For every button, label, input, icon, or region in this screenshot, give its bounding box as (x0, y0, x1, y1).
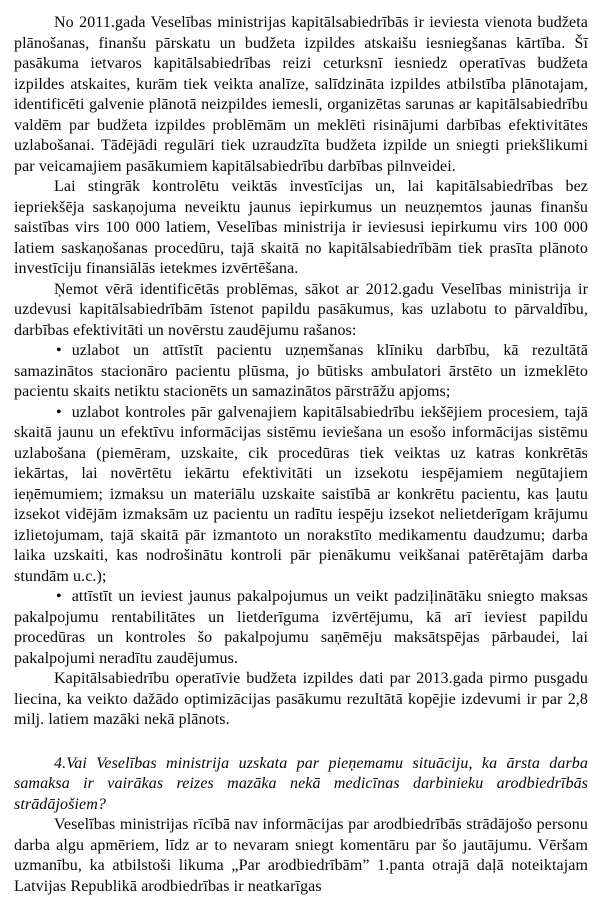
paragraph-text: Ņemot vērā identificētās problēmas, sākot ar 2012.gadu Veselības ministrija ir uzdevusi kapitālsabiedrībām īstenot papildu pasākumus, kas uzlabotu to pārvaldību, darbības efektivitāti un novērstu zaudējumu rašanos: (14, 280, 588, 339)
bullet-marker: • (56, 588, 62, 605)
bullet-marker: • (56, 342, 62, 359)
bullet-item-internal-processes (14, 403, 588, 588)
bullet-text: uzlabot kontroles pār galvenajiem kapitālsabiedrību iekšējiem procesiem, tajā skaitā jaunu un efektīvu informācijas sistēmu ieviešana un esošo informācijas sistēmu uzlabošana (piemēram, uzskaite, cik procedūras tiek veiktas uz katras konkrētās iekārtas, lai novērtētu iekārtu efektivitāti un izsekotu iespējamiem negūtajiem ieņēmumiem; izmaksu un materiālu uzskaite saistībā ar konkrētu pacientu, kas ļautu izsekot vidējām izmaksām uz pacientu un radītu iespēju izsekot nelietderīgam krājumu izlietojumam, tajā skaitā pār izmantoto un norakstīto medikamentu daudzumu; darba laika uzskaiti, kas nodrošinātu kontroli pār pienākumu veikšanai patērētajām darba stundām u.c.); (14, 403, 588, 585)
bullet-item-new-services (14, 587, 588, 669)
bullet-item-patient-admission (14, 341, 588, 403)
paragraph-text: Veselības ministrijas rīcībā nav informācijas par arodbiedrībās strādājošo personu darba algu apmēriem, līdz ar to nevaram sniegt komentāru par šo jautājumu. Vēršam uzmanību, ka atbilstoši likuma „Par arodbiedrībām” 1.panta otrajā daļā noteiktajam Latvijas Republikā arodbiedrības ir neatkarīgas (14, 816, 588, 895)
paragraph-investment-control (14, 177, 588, 280)
paragraph-text: No 2011.gada Veselības ministrijas kapitālsabiedrībās ir ieviesta vienota budžeta plānošanas, finanšu pārskatu un budžeta izpildes atskaišu iesniegšanas kārtība. Šī pasākuma ietvaros kapitālsabiedrības reizi ceturksnī iesniedz operatīvas budžeta izpildes atskaites, kurām tiek veikta analīze, salīdzināta izpildes atbilstība plānotajam, identificēti galvenie plānotā neizpildes iemesli, organizētas sarunas ar kapitālsabiedrību valdēm par budžeta izpildes problēmām un meklēti risinājumi darbības efektivitātes uzlabošanai. Tādējādi regulāri tiek uzraudzīta budžeta izpilde un sniegti priekšlikumi par veicamajiem pasākumiem kapitālsabiedrību darbības pilnveidei. (14, 14, 588, 175)
paragraph-text: Kapitālsabiedrību operatīvie budžeta izpildes dati par 2013.gada pirmo pusgadu liecina, ka veikto dažādo optimizācijas pasākumu rezultātā kopējie izdevumi ir par 2,8 milj. latiem mazāki nekā plānots. (14, 670, 588, 728)
bullet-text: attīstīt un ieviest jaunus pakalpojumus un veikt padziļinātāku sniegto maksas pakalpojumu rentabilitātes un lietderīguma izvērtējumu, kā arī ieviest papildu procedūras un kontroles šo pakalpojumu saņēmēju maksātspējas pārbaudei, lai pakalpojumi neradītu zaudējumus. (14, 588, 588, 667)
paragraph-budget-planning (14, 13, 588, 177)
question-text: 4.Vai Veselības ministrija uzskata par pieņemamu situāciju, ka ārsta darba samaksa ir vairākas reizes mazāka nekā medicīnas darbinieku arodbiedrībās strādājošiem? (14, 754, 588, 813)
bullet-text: uzlabot un attīstīt pacientu uzņemšanas klīniku darbību, kā rezultātā samazinātos stacionāro pacientu plūsma, jo būtisks ambulatori ārstēto un izmeklēto pacientu skaits netiktu stacionēts un samazinātos pārstrāžu apjoms; (14, 342, 588, 400)
paragraph-2013-results (14, 669, 588, 731)
paragraph-text: Lai stingrāk kontrolētu veiktās investīcijas un, lai kapitālsabiedrības bez iepriekšēja saskaņojuma neveiktu jaunus iepirkumus un neuzņemtos jaunas finanšu saistības virs 100 000 latiem, Veselības ministrija ir ieviesusi iepirkumu virs 100 000 latiem saskaņošanas procedūru, tajā skaitā no kapitālsabiedrībām tiek prasīta plānoto investīciju finansiālās ietekmes izvērtēšana. (14, 178, 588, 277)
bullet-marker: • (56, 403, 62, 421)
paragraph-union-answer (14, 815, 588, 897)
paragraph-additional-measures-intro (14, 280, 588, 342)
question-4-heading (14, 754, 588, 816)
